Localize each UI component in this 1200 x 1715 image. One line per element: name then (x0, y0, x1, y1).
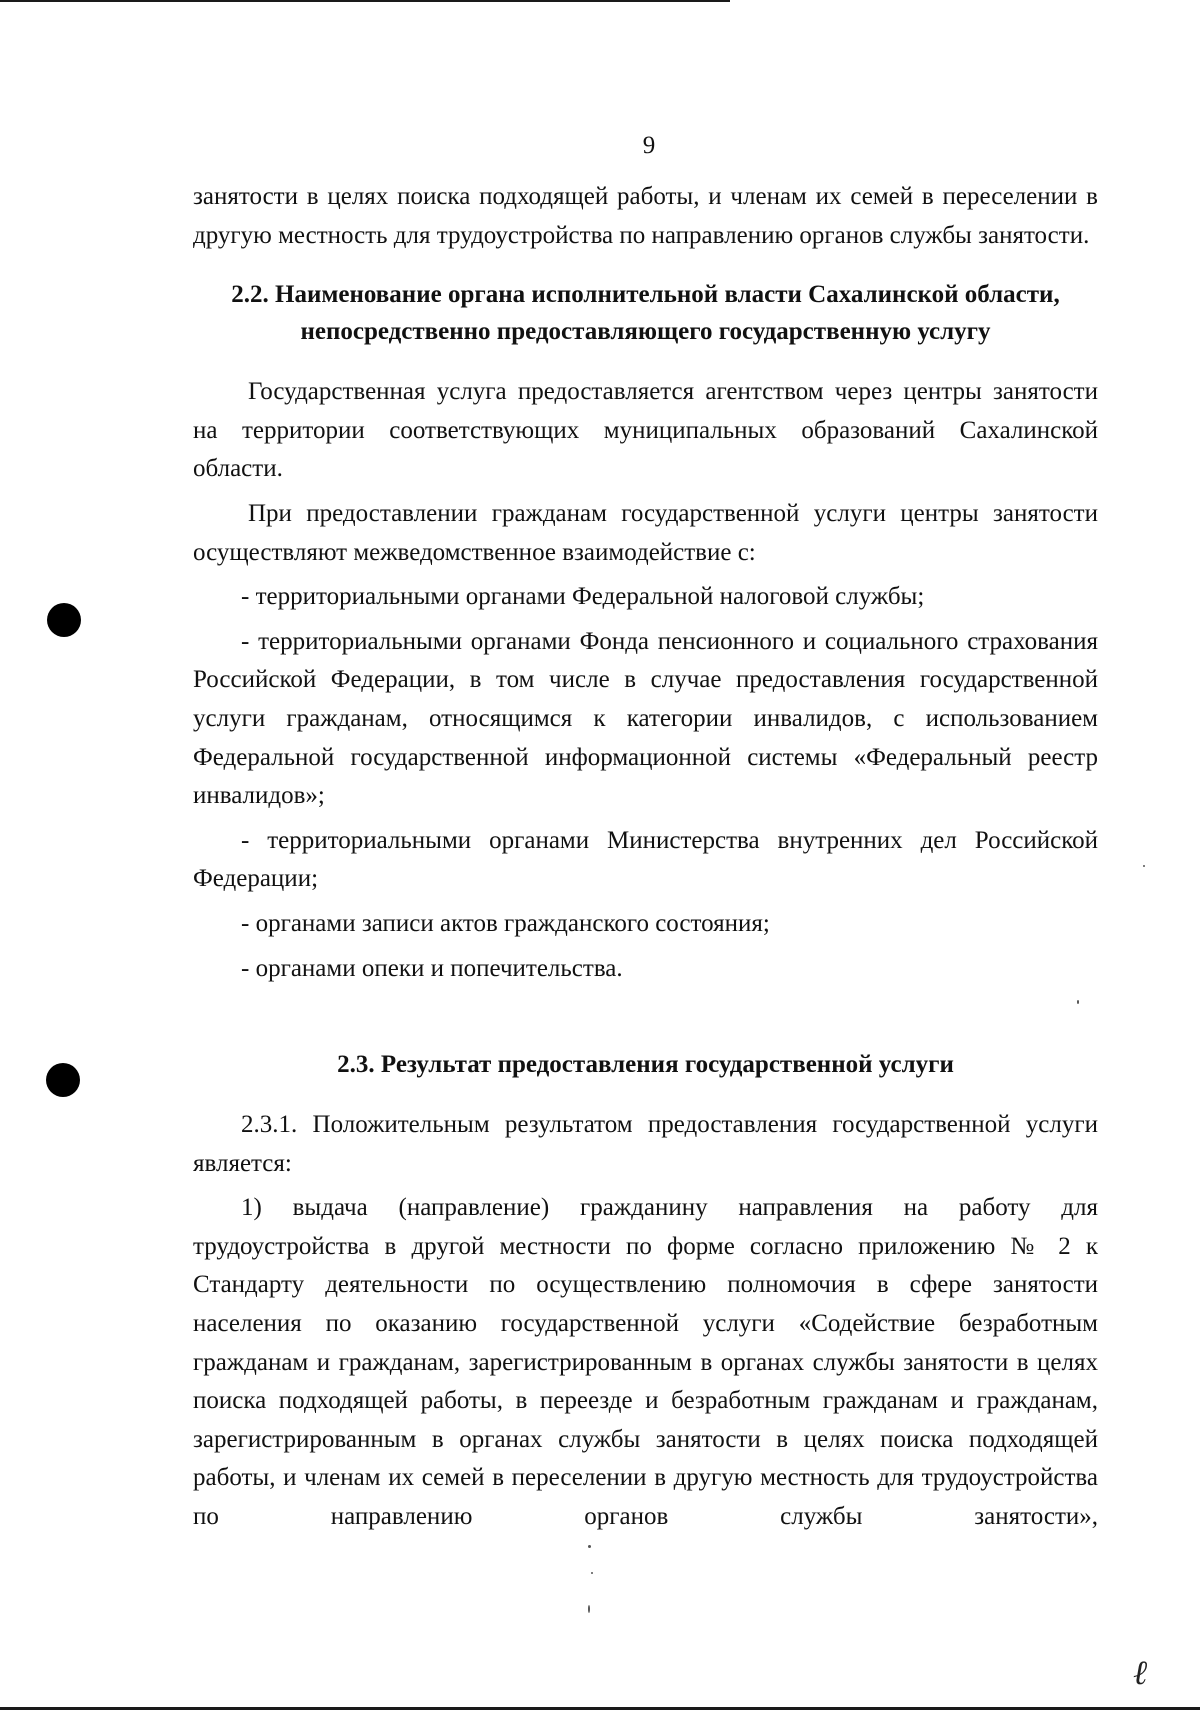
page-number: 9 (642, 132, 656, 159)
list-item: - органами записи актов гражданского состояния; (241, 909, 770, 937)
scan-speck (1143, 865, 1145, 867)
section-2-3-paragraph-2: 1) выдача (направление) гражданину направления на работу для трудоустройства в другой местности по форме согласно приложению № 2 к Стандарту деятельности по осуществлению полномочия в сфере занятости населения по оказанию государственной услуги «Содействие безработным гражданам и гражданам, зарегистрированным в органах службы занятости в целях поиска подходящей работы, в переезде и безработным гражданам и гражданам, зарегистрированным в органах службы занятости в целях поиска подходящей работы, и членам их семей в переселении в другую местность для трудоустройства по направлению органов службы занятости», (193, 1194, 1098, 1531)
punch-hole-lower (46, 1063, 80, 1097)
section-2-2-paragraph-2: При предоставлении гражданам государственной услуги центры занятости осуществляют межведомственное взаимодействие с: (193, 499, 1098, 566)
list-item: - органами опеки и попечительства. (241, 954, 623, 982)
section-2-3-paragraph-1: 2.3.1. Положительным результатом предоставления государственной услуги является: (193, 1111, 1098, 1177)
list-item: - территориальными органами Федеральной налоговой службы; (241, 583, 925, 611)
intro-paragraph: занятости в целях поиска подходящей работы, и членам их семей в переселении в другую местность для трудоустройства по направлению органов службы занятости. (193, 183, 1098, 249)
section-2-2-heading (193, 276, 1098, 350)
list-item: - территориальными органами Министерства внутренних дел Российской Федерации; (193, 826, 1098, 893)
list-item: - территориальными органами Фонда пенсионного и социального страхования Российской Федерации, в том числе в случае предоставления государственной услуги гражданам, относящимся к категории инвалидов, с использованием Федеральной государственной информационной системы «Федеральный реестр инвалидов»; (193, 627, 1098, 810)
scan-speck (591, 1572, 593, 1574)
scan-edge-top (0, 0, 730, 2)
document-body (193, 178, 1098, 1537)
handwritten-mark: ℓ (1133, 1655, 1148, 1692)
section-2-3-heading: 2.3. Результат предоставления государственной услуги (337, 1051, 954, 1079)
section-2-2-paragraph-1: Государственная услуга предоставляется агентством через центры занятости на территории соответствующих муниципальных образований Сахалинской области. (193, 378, 1098, 483)
punch-hole-upper (47, 603, 81, 637)
scan-speck (1077, 1000, 1079, 1004)
section-2-2-heading-line2: непосредственно предоставляющего государственную услугу (300, 318, 991, 346)
scan-speck (588, 1605, 590, 1613)
scan-edge-bottom (0, 1707, 1200, 1710)
scan-speck (588, 1545, 591, 1548)
section-2-2-heading-line1: 2.2. Наименование органа исполнительной власти Сахалинской области, (231, 281, 1060, 309)
